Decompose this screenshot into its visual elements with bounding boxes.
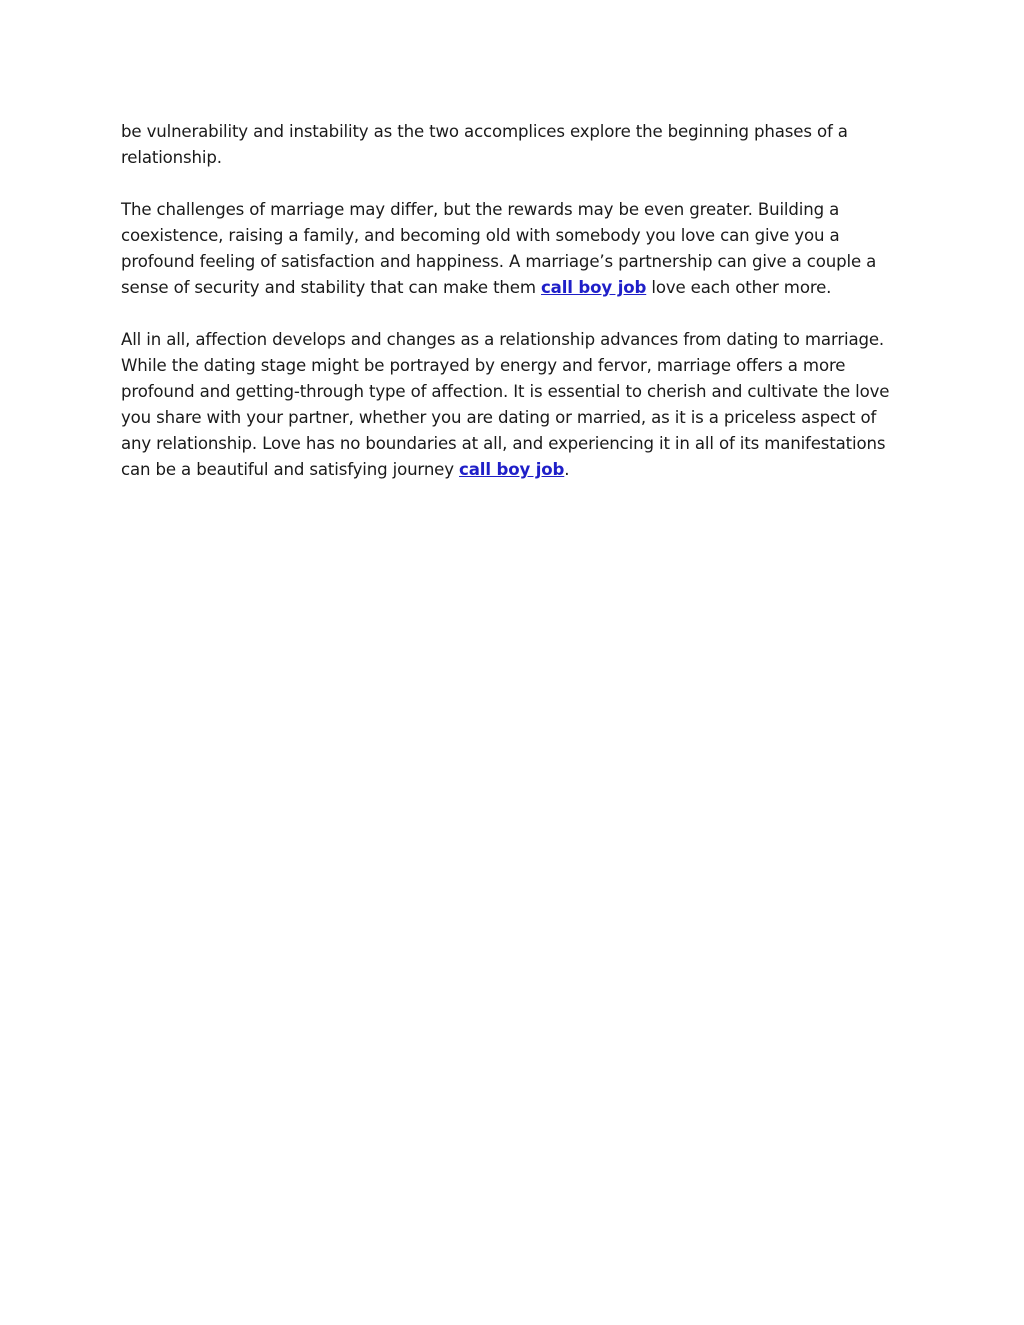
paragraph-text: . [564,460,570,479]
paragraph-text: All in all, affection develops and changes as a relationship advances from dating to marriage. While the dating stage might be portrayed by energy and fervor, marriage offers a more profound and getting-through type of affection. It is essential to cherish and cultivate the love you share with your partner, whether you are dating or married, as it is a priceless aspect of any relationship. Love has no boundaries at all, and experiencing it in all of its manifestations can be a beautiful and satisfying journey [121,330,890,479]
document-page [121,119,911,509]
paragraph-3 [121,327,911,483]
paragraph-text: be vulnerability and instability as the two accomplices explore the beginning phases of a relationship. [121,122,848,167]
call-boy-job-link[interactable]: call boy job [541,278,647,297]
call-boy-job-link[interactable]: call boy job [459,460,565,479]
paragraph-2 [121,197,911,301]
paragraph-text: love each other more. [646,278,832,297]
paragraph-1 [121,119,911,171]
paragraph-text: The challenges of marriage may differ, but the rewards may be even greater. Building a coexistence, raising a family, and becoming old with somebody you love can give you a profound feeling of satisfaction and happiness. A marriage’s partnership can give a couple a sense of security and stability that can make them [121,200,877,297]
